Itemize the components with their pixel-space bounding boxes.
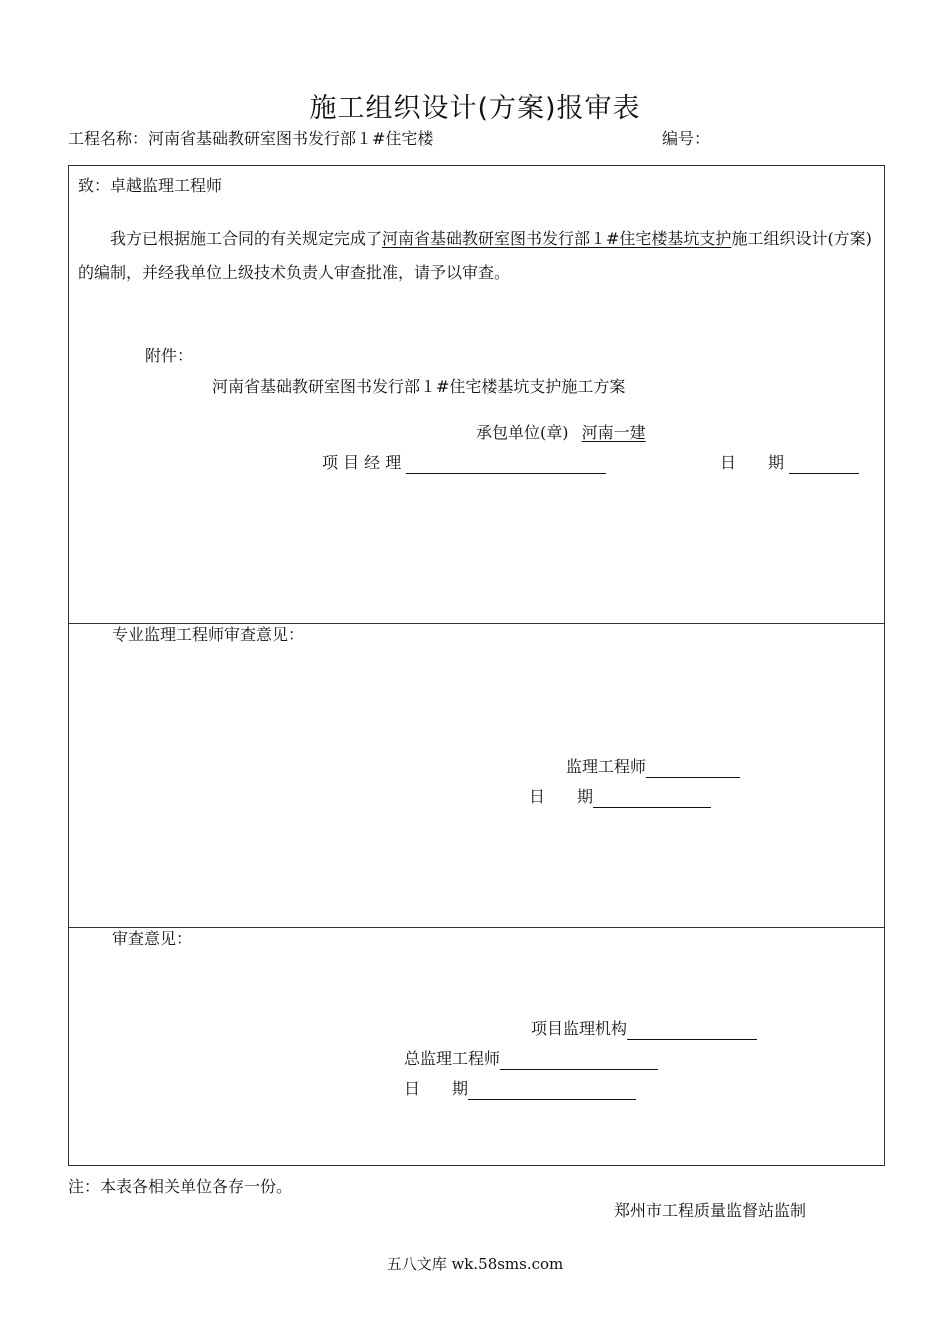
to-line: 致：卓越监理工程师 bbox=[78, 176, 223, 195]
org-signature-blank bbox=[627, 1021, 757, 1040]
section-engineer-review bbox=[68, 623, 885, 928]
engineer-review-heading: 专业监理工程师审查意见： bbox=[112, 625, 305, 644]
chief-signature-blank bbox=[500, 1051, 658, 1070]
chief-label: 总监理工程师 bbox=[404, 1049, 501, 1068]
engineer-label: 监理工程师 bbox=[566, 757, 647, 776]
footer-note: 注：本表各相关单位各存一份。 bbox=[68, 1177, 293, 1196]
contractor-label: 承包单位(章) bbox=[476, 423, 569, 442]
manager-line bbox=[322, 452, 606, 474]
date-line-1 bbox=[720, 452, 859, 474]
number-label: 编号： bbox=[662, 129, 711, 148]
project-scope-underlined: 河南省基础教研室图书发行部１#住宅楼基坑支护 bbox=[382, 229, 732, 248]
org-line bbox=[531, 1018, 757, 1040]
date-line-2 bbox=[529, 786, 711, 808]
date-line-3 bbox=[404, 1078, 636, 1100]
manager-label: 项 目 经 理 bbox=[322, 453, 402, 472]
page-title: 施工组织设计(方案)报审表 bbox=[309, 93, 641, 124]
manager-signature-blank bbox=[406, 455, 606, 474]
project-name: 河南省基础教研室图书发行部１#住宅楼 bbox=[148, 129, 434, 148]
date-label-1: 日 期 bbox=[720, 453, 785, 472]
submission-paragraph bbox=[78, 222, 878, 290]
chief-line bbox=[404, 1048, 658, 1070]
watermark: 五八文库 wk.58sms.com bbox=[386, 1255, 564, 1273]
attachment-item: 河南省基础教研室图书发行部１#住宅楼基坑支护施工方案 bbox=[212, 377, 626, 396]
engineer-line bbox=[566, 756, 740, 778]
project-name-line bbox=[68, 128, 433, 150]
date-label-3: 日 期 bbox=[404, 1079, 469, 1098]
date-label-2: 日 期 bbox=[529, 787, 594, 806]
attachment-label: 附件： bbox=[145, 346, 194, 365]
section-final-review bbox=[68, 927, 885, 1166]
date-blank-2 bbox=[593, 789, 711, 808]
org-label: 项目监理机构 bbox=[531, 1019, 628, 1038]
final-review-heading: 审查意见： bbox=[112, 929, 193, 948]
issuer: 郑州市工程质量监督站监制 bbox=[614, 1201, 807, 1220]
engineer-signature-blank bbox=[646, 759, 740, 778]
contractor-line bbox=[476, 422, 668, 444]
body-pre: 我方已根据施工合同的有关规定完成了 bbox=[110, 229, 383, 248]
date-blank-1 bbox=[789, 455, 859, 474]
date-blank-3 bbox=[468, 1081, 636, 1100]
project-label: 工程名称： bbox=[68, 129, 149, 148]
body-post: 施工组织设计(方案)的编制，并经我单位上级技术负责人审查批准，请予以审查。 bbox=[78, 229, 872, 282]
contractor-value: 河南一建 bbox=[581, 423, 646, 442]
